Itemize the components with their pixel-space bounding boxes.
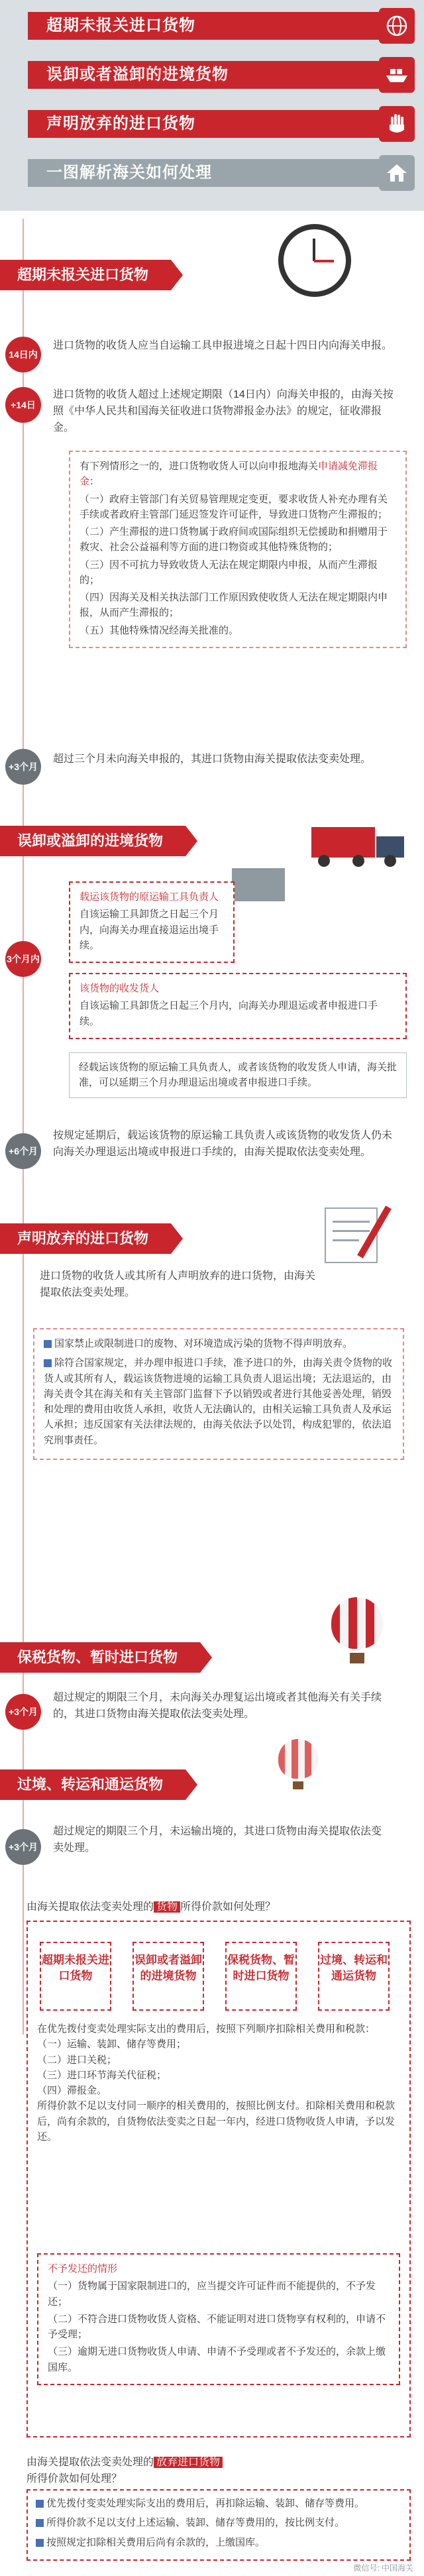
globe-icon (379, 8, 415, 44)
clock-icon (278, 224, 351, 297)
exemption-intro-red: 申请减免滞报金 (80, 461, 378, 488)
exemption-item: （五）其他特殊情况经海关批准的。 (80, 624, 239, 636)
order-item: （三）进口环节海关代征税； (37, 2069, 167, 2081)
timeline-dot-3m: 3个月内 (5, 941, 41, 977)
crate-icon (232, 868, 285, 901)
proceeds-item: 优先拨付变卖处理实际支出的费用后，再扣除运输、装卸、储存等费用。 (46, 2498, 365, 2509)
section2-title: 误卸或溢卸的进境货物 (0, 826, 186, 856)
sub2-text: 自该运输工具卸货之日起三个月内，向海关办理退运或者申报进口手续。 (80, 1000, 378, 1027)
timeline-line (23, 219, 24, 2035)
section2-sub1 (69, 881, 235, 963)
section5-title: 过境、转运和通运货物 (0, 1769, 186, 1800)
order-remainder: 所得价款不足以支付同一顺序的相关费用的，按照比例支付。扣除相关费用和税款后，尚有余款的，自货物依法变卖之日起一年内，经进口货物收货人申请，予以发还。 (37, 2100, 396, 2143)
hand-stop-icon (379, 106, 415, 142)
timeline-dot-14d: 14日内 (5, 337, 41, 372)
home-icon (379, 155, 415, 191)
timeline-dot-plus14d: +14日 (5, 387, 41, 423)
document-pen-icon (311, 1201, 404, 1267)
section1-exemption-box: 有下列情形之一的，进口货物收货人可以向申报地海关申请减免滞报金： （一）政府主管部门有关贸易管理规定变更，要求收货人补充办理有关手续或者政府主管部门延迟签发许可证件，导致进口货物产生滞报的； （二）产生滞报的进口货物属于政府间或国际组织无偿援助和捐赠用于救灾、社会公益福利等方面的进口物资或其他特殊货物的； （三）因不可抗力导致收货人无法在规定期限内申报，从而产生滞报的； （四）因海关及相关执法部门工作原因致使收货人无法在规定期限内申报，从而产生滞报的； （五）其他特殊情况经海关批准的。 (69, 451, 407, 648)
section4-title: 保税货物、暂时进口货物 (0, 1642, 200, 1673)
proceeds-item: 所得价款不足以支付上述运输、装卸、储存等费用的，按比例支付。 (46, 2517, 345, 2529)
question-mark: 放弃进口货物 (154, 2457, 223, 2468)
timeline-dot-plus6m: +6个月 (5, 1133, 41, 1169)
category-misdischarged: 误卸或者溢卸的进境货物 (132, 1942, 204, 2011)
exemption-item: （二）产生滞报的进口货物属于政府间或国际组织无偿援助和捐赠用于救灾、社会公益福利等方面的进口物资或其他特殊货物的； (80, 526, 388, 553)
truck-icon (311, 822, 411, 868)
section6-question (26, 1899, 404, 1916)
section3-title: 声明放弃的进口货物 (0, 1223, 171, 1254)
not-return-item: （一）货物属于国家限制进口的，应当提交许可证件而不能提供的，不予发还； (48, 2280, 376, 2308)
exemption-item: （三）因不可抗力导致收货人无法在规定期限内申报，从而产生滞报的； (80, 559, 378, 586)
category-overdue: 超期未报关进口货物 (40, 1942, 111, 2011)
section2-para-2: 按规定延期后，载运该货物的原运输工具负责人或该货物的收发货人仍未向海关办理退运出境或申报进口手续的，由海关提取依法变卖处理。 (53, 1130, 393, 1158)
order-item: （四）滞报金。 (37, 2085, 107, 2096)
hot-air-balloon-icon (331, 1597, 383, 1663)
section2-sub2 (69, 973, 407, 1039)
question-mark: 货物 (154, 1901, 180, 1913)
header-bar-4: 一图解析海关如何处理 (28, 159, 382, 187)
exemption-intro: 有下列情形之一的，进口货物收货人可以向申报地海关 (80, 461, 319, 472)
question-post: 所得价款如何处理？ (180, 1901, 276, 1913)
sub1-text: 自该运输工具卸货之日起三个月内，向海关办理直接退运出境手续。 (80, 909, 219, 951)
section5-para: 超过规定的期限三个月，未运输出境的，其进口货物由海关提取依法变卖处理。 (53, 1826, 382, 1854)
exemption-item: （一）政府主管部门有关贸易管理规定变更，要求收货人补充办理有关手续或者政府主管部门延迟签发许可证件，导致进口货物产生滞报的； (80, 493, 388, 520)
not-return-title: 不予发还的情形 (48, 2263, 118, 2274)
category-bonded: 保税货物、暂时进口货物 (225, 1942, 297, 2011)
section7-question (26, 2455, 404, 2488)
section3-rules-box (33, 1328, 404, 1460)
section1-para-1: 进口货物的收货人应当自运输工具申报进境之日起十四日内向海关申报。 (53, 340, 393, 351)
ship-icon (379, 57, 415, 93)
proceeds-item: 按照规定扣除相关费用后尚有余款的，上缴国库。 (46, 2536, 266, 2548)
section1-title: 超期未报关进口货物 (0, 260, 171, 290)
order-item: （二）进口关税； (37, 2054, 117, 2066)
section6-not-return-box (37, 2253, 400, 2385)
not-return-item: （二）不符合进口货物收货人资格、不能证明对进口货物享有权利的，申请不予受理； (48, 2313, 386, 2340)
section2-extension-note: 经载运该货物的原运输工具负责人，或者该货物的收发货人申请，海关批准，可以延期三个月办理退运出境或者申报进口手续。 (69, 1052, 407, 1098)
section4-para: 超过规定的期限三个月，未向海关办理复运出境或者其他海关有关手续的，其进口货物由海关提取依法变卖处理。 (53, 1692, 382, 1720)
header-bar-2: 误卸或者溢卸的进境货物 (28, 61, 382, 89)
timeline-dot-plus3m-bonded: +3个月 (5, 1694, 41, 1730)
question-pre: 由海关提取依法变卖处理的 (26, 2457, 154, 2468)
header-bar-1: 超期未报关进口货物 (28, 12, 382, 40)
header-banner (0, 0, 424, 211)
timeline-dot-plus3m-transit: +3个月 (5, 1829, 41, 1865)
question-post: 所得价款如何处理？ (26, 2473, 123, 2485)
hot-air-balloon-small-icon (278, 1739, 318, 1792)
rule-item: 除符合国家规定，并办理申报进口手续，准予进口的外，由海关责令货物的收货人或其所有人，载运该货物进境的运输工具负责人退运出境；无法退运的，由海关责令其在海关和有关主管部门监督下予以销毁或者进行其他妥善处理，销毁和处理的费用由收货人承担，收货人无法确认的，由相关运输工具负责人及承运人承担；违反国家有关法律法规的，由海关依法予以处罚，构成犯罪的，依法追究刑事责任。 (44, 1357, 393, 1446)
category-transit: 过境、转运和通运货物 (318, 1942, 390, 2011)
rule-item: 国家禁止或限制进口的废物、对环境造成污染的货物不得声明放弃。 (54, 1338, 353, 1349)
section7-list (26, 2489, 411, 2561)
sub1-label: 载运该货物的原运输工具负责人 (80, 891, 219, 903)
section6-order (37, 2021, 400, 2145)
section1-para-3: 超过三个月未向海关申报的，其进口货物由海关提取依法变卖处理。 (53, 754, 372, 765)
order-intro: 在优先拨付变卖处理实际支出的费用后，按照下列顺序扣除相关费用和税款： (37, 2023, 376, 2035)
order-item: （一）运输、装卸、储存等费用； (37, 2039, 187, 2050)
timeline-dot-plus3m: +3个月 (5, 749, 41, 785)
not-return-item: （三）逾期无进口货物收货人申请、申请不予受理或者不予发还的，余款上缴国库。 (48, 2346, 386, 2373)
sub2-label: 该货物的收发货人 (80, 983, 160, 994)
question-pre: 由海关提取依法变卖处理的 (26, 1901, 154, 1913)
section3-para-1: 进口货物的收货人或其所有人声明放弃的进口货物，由海关提取依法变卖处理。 (40, 1270, 316, 1298)
exemption-item: （四）因海关及相关执法部门工作原因致使收货人无法在规定期限内申报，从而产生滞报的； (80, 592, 388, 619)
header-bar-3: 声明放弃的进口货物 (28, 110, 382, 138)
footer-credit: 微信号: 中国海关 (353, 2563, 413, 2573)
section1-para-2: 进口货物的收货人超过上述规定期限（14日内）向海关申报的，由海关按照《中华人民共和国海关征收进口货物滞报金办法》的规定，征收滞报金。 (53, 389, 394, 433)
